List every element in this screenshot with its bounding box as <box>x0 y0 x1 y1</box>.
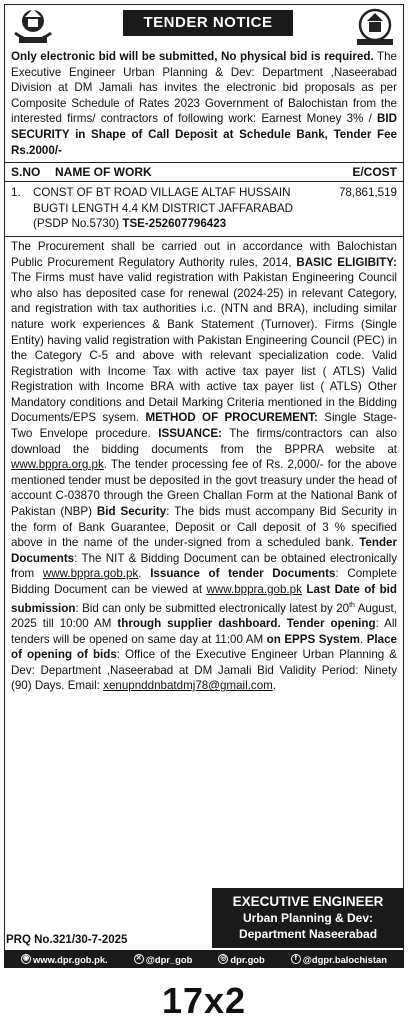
globe-icon: ◉ <box>22 955 30 962</box>
row-sno: 1. <box>11 186 21 200</box>
intro-text: The Executive Engineer Urban Planning & Dev: Department ,Naseerabad Division at DM Jamali has invites the electronic bid proposals as per Composite Schedule of Rates 2023 Government of Balochistan from the interested firms/ contractors of following work: Earnest Money 3% / <box>11 50 397 126</box>
twitter-text: @dpr_gob <box>145 953 193 965</box>
work-table-header <box>5 162 403 182</box>
header-name-of-work: NAME OF WORK <box>55 165 152 180</box>
intro-bold-text: Only electronic bid will be submitted, No physical bid is required. <box>11 50 374 63</box>
text: . <box>272 679 277 693</box>
balochistan-emblem-logo <box>11 7 55 47</box>
text: : Office of the Executive Engineer Urban Planning & Dev: Department ,Naseerabad at DM Jamali Bid Validity Period: Ninety (90) Days. Email: <box>11 648 397 693</box>
text: The Procurement shall be carried out in accordance with Balochistan Public Procurement Regulatory Authority rules, 2014, <box>11 239 397 269</box>
bppra-gob-link-2[interactable]: www.bppra.gob.pk <box>206 583 302 596</box>
footer-website[interactable] <box>21 954 108 965</box>
header <box>5 5 403 51</box>
prq-number: PRQ No.321/30-7-2025 <box>6 934 128 946</box>
facebook-text: @dgpr.balochistan <box>302 953 387 965</box>
text: . <box>359 632 367 646</box>
text: . <box>138 567 151 581</box>
issuance-documents-heading: Issuance of tender Documents <box>150 567 336 581</box>
tender-notice-frame <box>4 4 404 968</box>
text: The Firms must have valid registration with Pakistan Engineering Council who also has deposited case for renewal (2024-25) in relevant Category, and registration with tax authorities i.c. (NTN and BRA), including similar nature work experiences & Bank Statement (Turnover). Firms (Single Entity) having valid registration with Pakistan Engineering Council (PEC) in the Category C-5 and above with relevant specialization code. Valid Registration with Income Tax with active tax payer list ( ATLS) Valid Registration with Income BRA with active tax payer list ( ATLS) Other Mandatory conditions and Detail Marking Criteria mentioned in the Bidding Documents/EPS sysem. <box>11 271 397 425</box>
bppra-gob-link[interactable]: www.bppra.gob.pk <box>42 567 139 581</box>
instagram-text: dpr.gob <box>230 953 265 965</box>
text: . The tender processing fee of Rs. 2,000/- for the above mentioned tender must be deposited in the govt treasury under the head of account C-03870 through the Green Challan Form at the National Bank of Pakistan (NBP) <box>11 458 397 519</box>
text: : Complete Bidding Document can be viewed at <box>11 567 397 596</box>
row-tse-number: TSE-252607796423 <box>122 217 227 231</box>
ad-size-label: 17x2 <box>161 980 247 1021</box>
footer-twitter[interactable] <box>134 954 193 965</box>
basic-eligibility-heading: BASIC ELIGIBITY: <box>296 255 397 269</box>
signature-office: Department Naseerabad <box>238 927 378 941</box>
instagram-icon: ◎ <box>220 955 227 962</box>
twitter-icon: ✕ <box>134 954 144 964</box>
epps-heading: on EPPS System <box>266 632 360 646</box>
page-title: TENDER NOTICE <box>123 10 293 36</box>
text: : The NIT & Bidding Document can be obtained electronically from <box>11 551 397 581</box>
footer-facebook[interactable] <box>291 954 387 965</box>
bid-security-heading: Bid Security <box>96 505 167 519</box>
row-work-name <box>33 185 319 232</box>
tender-documents-heading: Tender Documents <box>11 536 397 565</box>
facebook-icon: f <box>291 954 301 964</box>
text: Single Stage-Two Envelope procedure. <box>11 411 397 441</box>
place-of-opening-heading: Place of opening of bids <box>11 632 397 662</box>
header-sno: S.NO <box>11 165 41 180</box>
conditions-paragraph <box>5 237 403 696</box>
row-cost: 78,861,519 <box>338 186 397 200</box>
ordinal-suffix: th <box>349 601 355 609</box>
text: : Bid can only be submitted electronically latest by 20 <box>75 601 350 615</box>
table-row <box>5 182 403 237</box>
intro-bid-security-text: BID SECURITY in Shape of Call Deposit at Schedule Bank, Tender Fee Rs.2000/- <box>11 112 397 157</box>
method-heading: METHOD OF PROCUREMENT: <box>145 411 318 425</box>
website-text: www.dpr.gob.pk. <box>33 953 108 965</box>
text: : All tenders will be opened on same day at 11:00 AM <box>11 617 398 646</box>
last-date-heading: Last Date of bid submission <box>11 583 397 615</box>
footer-bar <box>4 950 404 968</box>
text: The firms/contractors can also download the bidding documents from the BPPRA website at <box>11 427 398 456</box>
signature-dept: Urban Planning & Dev: <box>242 911 373 925</box>
signature-block <box>212 888 404 948</box>
bppra-org-link[interactable]: www.bppra.org.pk <box>11 458 104 472</box>
email-link[interactable]: xenupnddnbatdmj78@gmail.com <box>103 679 273 693</box>
intro-paragraph <box>5 49 403 158</box>
footer-instagram[interactable] <box>218 954 264 965</box>
text: August, 2025 till 10:00 AM <box>11 601 397 631</box>
signature-title: EXECUTIVE ENGINEER <box>232 894 384 909</box>
tender-opening-heading: through supplier dashboard. Tender opening <box>117 617 376 631</box>
text: : The bids must accompany Bid Security in the form of Bank Guarantee, Deposit or Call deposit of 3 % specified above in the name of the under-signed from a scheduled bank. <box>11 505 397 550</box>
row-work-text: CONST OF BT ROAD VILLAGE ALTAF HUSSAIN BUGTI LENGTH 4.4 KM DISTRICT JAFFARABAD (PSDP No.5730) <box>33 186 294 231</box>
dgpr-emblem-logo <box>353 7 397 47</box>
issuance-heading: ISSUANCE: <box>158 427 223 441</box>
header-ecost: E/COST <box>352 165 397 180</box>
